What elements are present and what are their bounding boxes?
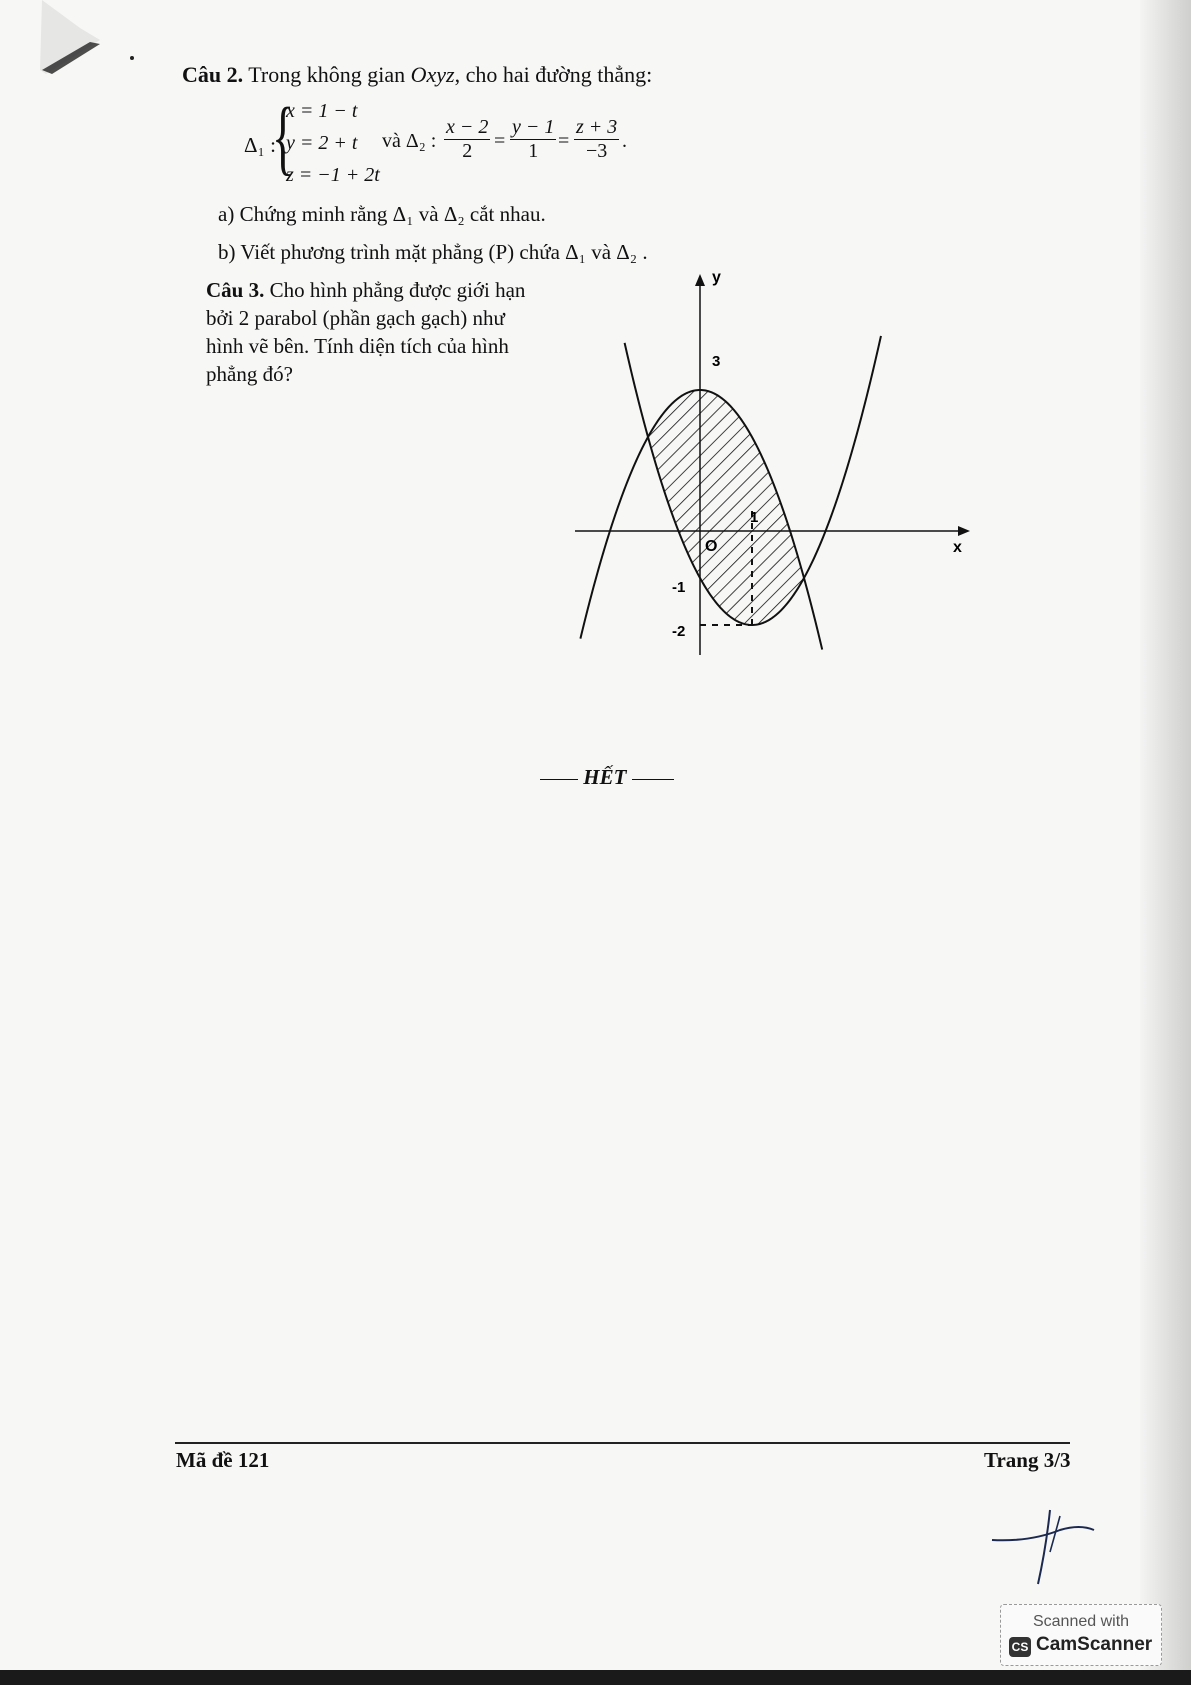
- fraction-x-num: x − 2: [446, 116, 489, 138]
- line-z-eq: z = −1 + 2t: [286, 164, 380, 186]
- q2-space: Oxyz: [410, 62, 455, 87]
- scanned-with-text: Scanned with: [1032, 1613, 1130, 1630]
- corner-tear-mark: [40, 0, 160, 90]
- y-axis-label: y: [712, 270, 721, 286]
- camscanner-watermark: [1000, 1604, 1162, 1666]
- fraction-x: [444, 116, 490, 163]
- q3-body: Cho hình phẳng được giới hạn bởi 2 parabol (phần gạch gạch) như hình vẽ bên. Tính diện tích của hình phẳng đó?: [206, 278, 526, 386]
- fraction-z-den: −3: [586, 140, 608, 162]
- system-brace: {: [272, 91, 295, 184]
- tick-label-m1: -1: [672, 579, 686, 596]
- y-axis-arrow: [695, 274, 705, 286]
- q2-part-b: b) Viết phương trình mặt phẳng (P) chứa Δ₁ và Δ₂ .: [218, 240, 648, 264]
- parabola-graph: [560, 270, 980, 660]
- period: .: [622, 130, 627, 152]
- signature: [990, 1508, 1100, 1588]
- tick-label-3: 3: [712, 353, 721, 370]
- end-text: HẾT: [583, 765, 627, 789]
- q3-label: Câu 3.: [206, 278, 265, 302]
- fraction-x-den: 2: [462, 140, 473, 162]
- line-x-eq: x = 1 − t: [286, 100, 358, 122]
- footer-rule: [175, 1442, 1070, 1444]
- q2-part-a: a) Chứng minh rằng Δ₁ và Δ₂ cắt nhau.: [218, 202, 546, 226]
- tick-label-1: 1: [750, 509, 759, 526]
- q2-label: Câu 2.: [182, 62, 244, 87]
- q3-text-block: [206, 276, 546, 388]
- scan-bottom-band: [0, 1670, 1191, 1685]
- delta2-label: và Δ₂ :: [382, 130, 437, 152]
- q2-intro-end: , cho hai đường thẳng:: [454, 62, 653, 87]
- exam-code: Mã đề 121: [176, 1448, 270, 1472]
- tick-label-m2: -2: [672, 623, 686, 640]
- delta1-label: Δ₁ :: [244, 133, 276, 157]
- equal-sign-2: =: [558, 130, 570, 152]
- q2-intro: Trong không gian: [248, 62, 406, 87]
- camscanner-brand: CamScanner: [1036, 1634, 1153, 1655]
- camscanner-logo: CS: [1009, 1637, 1031, 1657]
- page-number: Trang 3/3: [984, 1448, 1071, 1472]
- fraction-y-den: 1: [528, 140, 539, 162]
- x-axis-arrow: [958, 526, 970, 536]
- fraction-z: [574, 116, 619, 163]
- fraction-z-num: z + 3: [576, 116, 618, 138]
- q2-heading: [182, 62, 652, 88]
- origin-label: O: [705, 538, 718, 555]
- equal-sign-1: =: [494, 130, 506, 152]
- x-axis-label: x: [953, 539, 962, 556]
- fraction-y: [510, 116, 556, 163]
- page-edge-shadow: [1140, 0, 1191, 1685]
- end-marker: [540, 765, 674, 790]
- line-y-eq: y = 2 + t: [286, 132, 358, 154]
- fraction-y-num: y − 1: [512, 116, 555, 138]
